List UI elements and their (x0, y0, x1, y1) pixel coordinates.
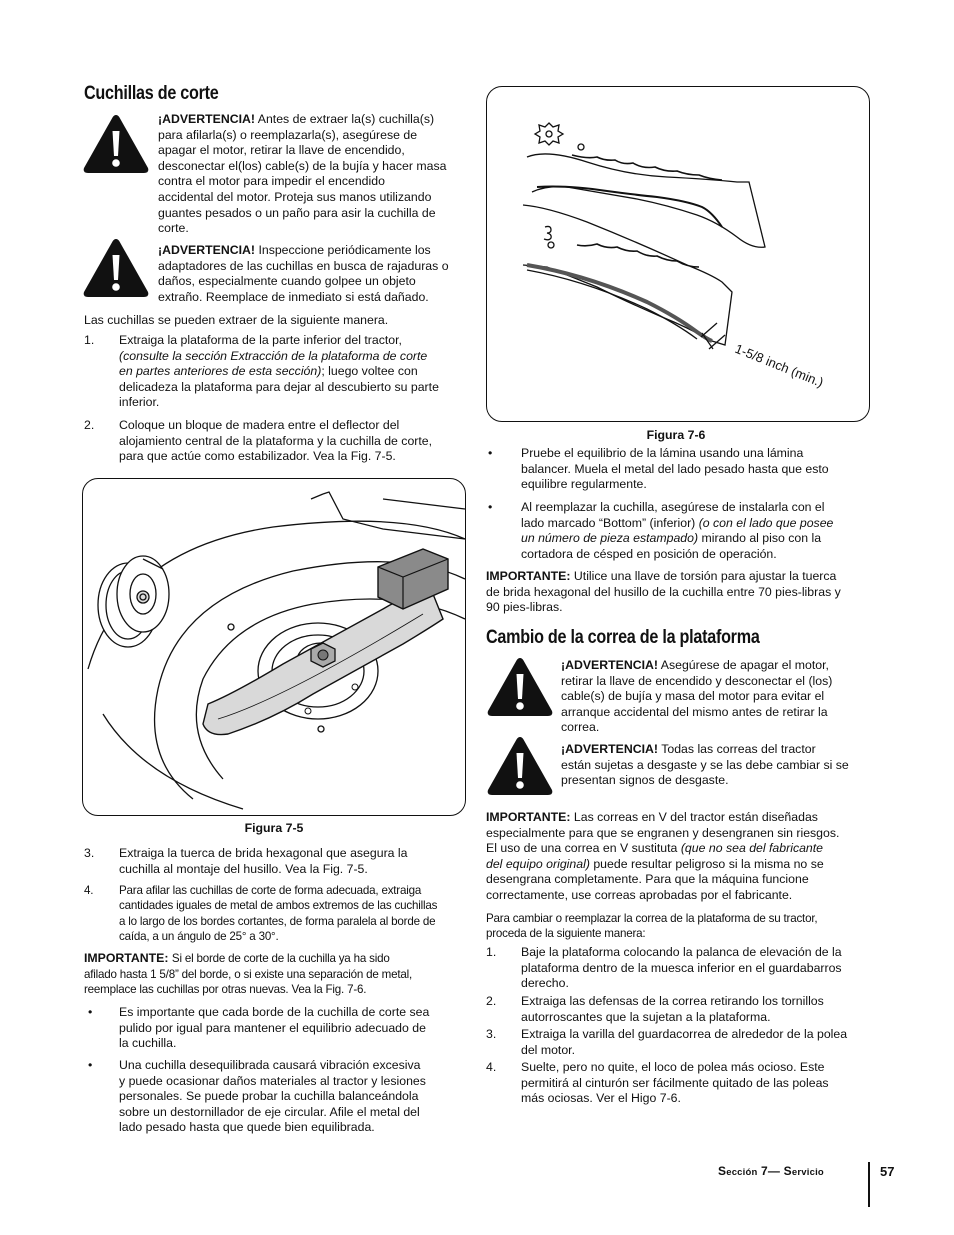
warning-icon (82, 113, 150, 175)
important-note: IMPORTANTE: Las correas en V del tractor están diseñadas especialmente para que se engranen y desengranen sin riesgos. El uso de una correa en V sustituta (que no sea del fabricante del equipo original) puede resultar peligroso si la misma no se desengrana completamente. Para que la máquina funcione correctamente, use correas aprobadas por el fabricante. (486, 810, 840, 902)
intro-text: Para cambiar o reemplazar la correa de la plataforma de su tractor, proceda de la siguiente manera: (486, 912, 818, 941)
figure-7-5 (82, 478, 466, 816)
footer-section: Sección 7— Servicio (718, 1164, 824, 1178)
measurement-label: 1-5/8 inch (min.) (732, 340, 826, 390)
intro-text: Las cuchillas se pueden extraer de la siguiente manera. (84, 313, 389, 327)
section-heading-belt: Cambio de la correa de la plataforma (486, 627, 760, 648)
warning-icon (82, 237, 150, 299)
important-note: IMPORTANTE: Utilice una llave de torsión para ajustar la tuerca de brida hexagonal del husillo de la cuchilla entre 70 pies-libras y 90 pies-libras. (486, 569, 841, 615)
important-note: IMPORTANTE: Si el borde de corte de la cuchilla ya ha sido afilado hasta 1 5/8” del borde, o si existe una separación de metal, reemplace las cuchillas por otras nuevas. Vea la Fig. 7-6. (84, 951, 412, 996)
page-number: 57 (880, 1164, 895, 1179)
warning-text-4: ¡ADVERTENCIA! Todas las correas del tractor están sujetas a desgaste y se las debe cambiar si se presentan signos de desgaste. (561, 742, 849, 788)
warning-text-2: ¡ADVERTENCIA! Inspeccione periódicamente los adaptadores de las cuchillas en busca de rajaduras o daños, especialmente cuando golpee un objeto extraño. Reemplace de inmediato si está dañado. (158, 243, 449, 304)
section-heading-blades: Cuchillas de corte (84, 83, 219, 104)
deck-blade-illustration (83, 479, 465, 815)
warning-text-1: ¡ADVERTENCIA! Antes de extraer la(s) cuchilla(s) para afilarla(s) o reemplazarla(s), asegúrese de apagar el motor, retirar la llave de encendido, desconectar el(los) cable(s) de la bujía y hacer masa contra el motor para impedir el encendido accidental del motor. Proteja sus manos utilizando guantes pesados o un paño para asir la cuchilla de corte. (158, 112, 447, 236)
figure-7-6 (486, 86, 870, 422)
warning-text-3: ¡ADVERTENCIA! Asegúrese de apagar el motor, retirar la llave de encendido y desconectar el (los) cable(s) de bujía y masa del motor para evitar el arranque accidental del mismo antes de retirar la correa. (561, 658, 833, 735)
footer-divider (868, 1162, 870, 1207)
warning-icon (486, 656, 554, 718)
warning-icon (486, 735, 554, 797)
figure-caption: Figura 7-5 (244, 821, 304, 835)
blade-sharpening-illustration (487, 87, 869, 421)
figure-caption: Figura 7-6 (646, 428, 706, 442)
